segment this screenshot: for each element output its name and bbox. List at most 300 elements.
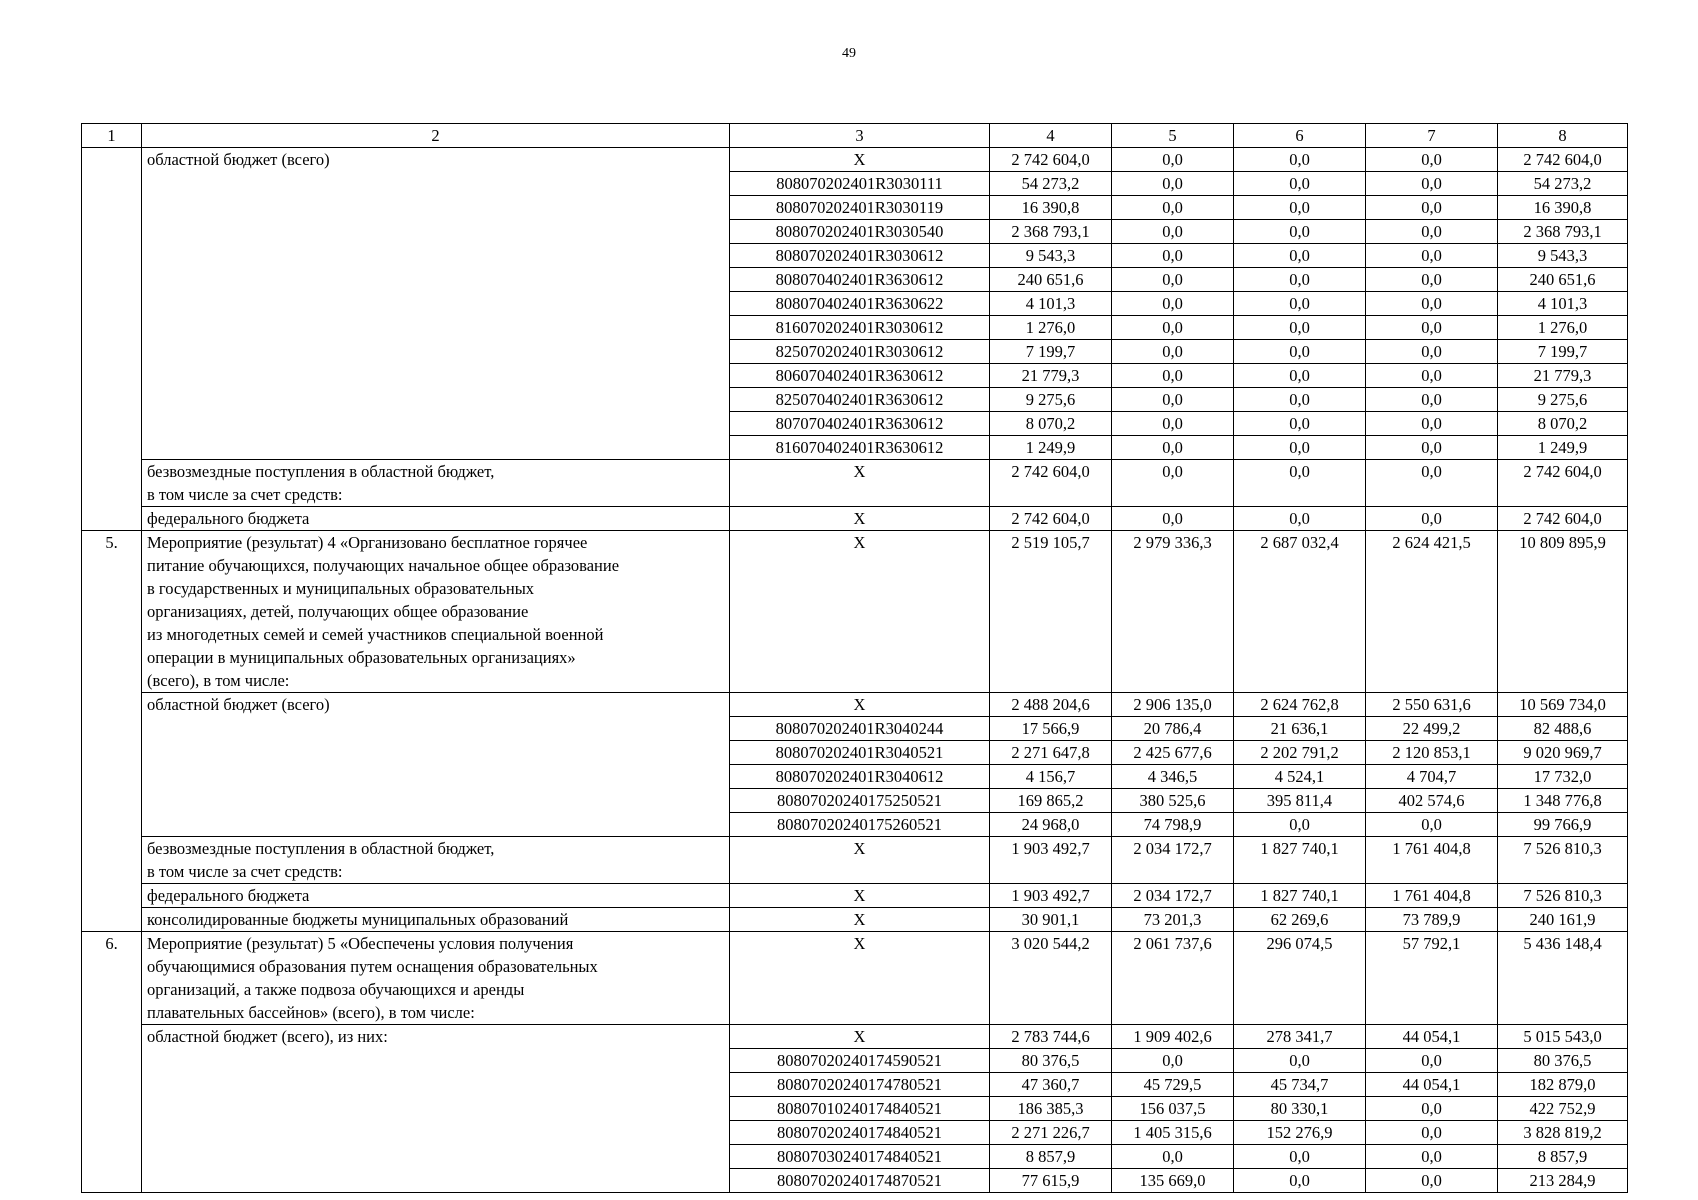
row-number-cell xyxy=(82,148,142,172)
table-row xyxy=(82,507,1628,531)
value-cell-col-4: 1 276,0 xyxy=(990,316,1112,340)
value-cell-col-4: 80 376,5 xyxy=(990,1049,1112,1073)
value-cell-col-8: 7 199,7 xyxy=(1498,340,1628,364)
value-cell-col-6: 0,0 xyxy=(1234,412,1366,436)
value-cell-col-5: 1 405 315,6 xyxy=(1112,1121,1234,1145)
value-cell-col-7: 0,0 xyxy=(1366,148,1498,172)
value-cell-col-4: 2 368 793,1 xyxy=(990,220,1112,244)
description-cell xyxy=(142,789,730,813)
description-cell: консолидированные бюджеты муниципальных образований xyxy=(142,908,730,932)
value-cell-col-7: 0,0 xyxy=(1366,196,1498,220)
table-row xyxy=(82,292,1628,316)
value-cell-col-5: 0,0 xyxy=(1112,364,1234,388)
value-cell-col-5: 2 034 172,7 xyxy=(1112,884,1234,908)
value-cell-col-4: 17 566,9 xyxy=(990,717,1112,741)
budget-code-cell: 80807020240174870521 xyxy=(730,1169,990,1193)
budget-code-cell: 808070402401R3630612 xyxy=(730,268,990,292)
description-cell: безвозмездные поступления в областной бюджет, в том числе за счет средств: xyxy=(142,460,730,507)
budget-code-cell: 808070202401R3030119 xyxy=(730,196,990,220)
value-cell-col-6: 0,0 xyxy=(1234,460,1366,507)
value-cell-col-6: 0,0 xyxy=(1234,1145,1366,1169)
value-cell-col-8: 16 390,8 xyxy=(1498,196,1628,220)
table-row xyxy=(82,340,1628,364)
value-cell-col-8: 10 809 895,9 xyxy=(1498,531,1628,693)
value-cell-col-4: 8 070,2 xyxy=(990,412,1112,436)
budget-code-cell: Х xyxy=(730,1025,990,1049)
column-header-7: 7 xyxy=(1366,124,1498,148)
value-cell-col-6: 152 276,9 xyxy=(1234,1121,1366,1145)
value-cell-col-6: 4 524,1 xyxy=(1234,765,1366,789)
value-cell-col-4: 9 275,6 xyxy=(990,388,1112,412)
table-row xyxy=(82,1097,1628,1121)
value-cell-col-4: 2 271 226,7 xyxy=(990,1121,1112,1145)
description-cell xyxy=(142,196,730,220)
value-cell-col-5: 74 798,9 xyxy=(1112,813,1234,837)
budget-code-cell: Х xyxy=(730,507,990,531)
table-row xyxy=(82,412,1628,436)
value-cell-col-5: 0,0 xyxy=(1112,1145,1234,1169)
row-number-cell xyxy=(82,292,142,316)
row-number-cell xyxy=(82,693,142,717)
value-cell-col-7: 2 624 421,5 xyxy=(1366,531,1498,693)
table-row xyxy=(82,268,1628,292)
budget-code-cell: Х xyxy=(730,531,990,693)
value-cell-col-5: 0,0 xyxy=(1112,172,1234,196)
value-cell-col-8: 2 368 793,1 xyxy=(1498,220,1628,244)
value-cell-col-6: 1 827 740,1 xyxy=(1234,884,1366,908)
value-cell-col-6: 80 330,1 xyxy=(1234,1097,1366,1121)
value-cell-col-4: 2 742 604,0 xyxy=(990,507,1112,531)
description-cell xyxy=(142,268,730,292)
value-cell-col-4: 2 488 204,6 xyxy=(990,693,1112,717)
table-row xyxy=(82,148,1628,172)
description-cell xyxy=(142,388,730,412)
value-cell-col-4: 2 271 647,8 xyxy=(990,741,1112,765)
value-cell-col-5: 0,0 xyxy=(1112,244,1234,268)
value-cell-col-7: 44 054,1 xyxy=(1366,1073,1498,1097)
table-row xyxy=(82,196,1628,220)
value-cell-col-8: 2 742 604,0 xyxy=(1498,507,1628,531)
description-cell: Мероприятие (результат) 5 «Обеспечены условия получения обучающимися образования путем оснащения образовательных организаций, а также подвоза обучающихся и аренды плавательных бассейнов» (всего), в том числе: xyxy=(142,932,730,1025)
value-cell-col-6: 395 811,4 xyxy=(1234,789,1366,813)
value-cell-col-8: 7 526 810,3 xyxy=(1498,884,1628,908)
table-row xyxy=(82,531,1628,693)
value-cell-col-7: 44 054,1 xyxy=(1366,1025,1498,1049)
value-cell-col-5: 1 909 402,6 xyxy=(1112,1025,1234,1049)
value-cell-col-8: 2 742 604,0 xyxy=(1498,460,1628,507)
value-cell-col-7: 402 574,6 xyxy=(1366,789,1498,813)
row-number-cell xyxy=(82,316,142,340)
description-cell: федерального бюджета xyxy=(142,507,730,531)
value-cell-col-7: 0,0 xyxy=(1366,292,1498,316)
value-cell-col-6: 0,0 xyxy=(1234,316,1366,340)
value-cell-col-6: 62 269,6 xyxy=(1234,908,1366,932)
value-cell-col-8: 4 101,3 xyxy=(1498,292,1628,316)
value-cell-col-6: 0,0 xyxy=(1234,388,1366,412)
description-cell xyxy=(142,172,730,196)
budget-code-cell: 808070202401R3030540 xyxy=(730,220,990,244)
value-cell-col-5: 2 034 172,7 xyxy=(1112,837,1234,884)
row-number-cell xyxy=(82,388,142,412)
budget-code-cell: 808070202401R3040244 xyxy=(730,717,990,741)
value-cell-col-8: 5 015 543,0 xyxy=(1498,1025,1628,1049)
table-row xyxy=(82,789,1628,813)
budget-code-cell: Х xyxy=(730,148,990,172)
value-cell-col-5: 2 979 336,3 xyxy=(1112,531,1234,693)
value-cell-col-5: 0,0 xyxy=(1112,1049,1234,1073)
value-cell-col-8: 54 273,2 xyxy=(1498,172,1628,196)
description-cell: безвозмездные поступления в областной бюджет, в том числе за счет средств: xyxy=(142,837,730,884)
row-number-cell xyxy=(82,765,142,789)
value-cell-col-4: 2 783 744,6 xyxy=(990,1025,1112,1049)
row-number-cell xyxy=(82,172,142,196)
value-cell-col-7: 0,0 xyxy=(1366,1097,1498,1121)
value-cell-col-5: 0,0 xyxy=(1112,316,1234,340)
budget-code-cell: Х xyxy=(730,932,990,1025)
description-cell xyxy=(142,316,730,340)
value-cell-col-7: 4 704,7 xyxy=(1366,765,1498,789)
value-cell-col-4: 1 903 492,7 xyxy=(990,837,1112,884)
budget-code-cell: 808070202401R3030612 xyxy=(730,244,990,268)
table-row xyxy=(82,1121,1628,1145)
row-number-cell xyxy=(82,220,142,244)
value-cell-col-8: 21 779,3 xyxy=(1498,364,1628,388)
row-number-cell xyxy=(82,364,142,388)
value-cell-col-4: 2 742 604,0 xyxy=(990,148,1112,172)
column-header-3: 3 xyxy=(730,124,990,148)
description-cell: федерального бюджета xyxy=(142,884,730,908)
budget-code-cell: Х xyxy=(730,908,990,932)
table-row xyxy=(82,908,1628,932)
value-cell-col-6: 0,0 xyxy=(1234,148,1366,172)
description-cell: областной бюджет (всего) xyxy=(142,148,730,172)
page-number: 49 xyxy=(842,46,856,61)
value-cell-col-6: 2 624 762,8 xyxy=(1234,693,1366,717)
row-number-cell xyxy=(82,1073,142,1097)
value-cell-col-5: 0,0 xyxy=(1112,292,1234,316)
value-cell-col-5: 0,0 xyxy=(1112,436,1234,460)
value-cell-col-4: 4 101,3 xyxy=(990,292,1112,316)
value-cell-col-5: 0,0 xyxy=(1112,412,1234,436)
value-cell-col-6: 2 687 032,4 xyxy=(1234,531,1366,693)
row-number-cell xyxy=(82,1169,142,1193)
value-cell-col-5: 4 346,5 xyxy=(1112,765,1234,789)
value-cell-col-4: 7 199,7 xyxy=(990,340,1112,364)
description-cell xyxy=(142,741,730,765)
budget-code-cell: 80807010240174840521 xyxy=(730,1097,990,1121)
value-cell-col-7: 2 120 853,1 xyxy=(1366,741,1498,765)
value-cell-col-5: 0,0 xyxy=(1112,196,1234,220)
budget-code-cell: 816070402401R3630612 xyxy=(730,436,990,460)
value-cell-col-5: 0,0 xyxy=(1112,220,1234,244)
value-cell-col-6: 296 074,5 xyxy=(1234,932,1366,1025)
value-cell-col-7: 0,0 xyxy=(1366,316,1498,340)
value-cell-col-8: 9 543,3 xyxy=(1498,244,1628,268)
value-cell-col-7: 57 792,1 xyxy=(1366,932,1498,1025)
table-row xyxy=(82,220,1628,244)
value-cell-col-7: 0,0 xyxy=(1366,436,1498,460)
value-cell-col-7: 0,0 xyxy=(1366,1049,1498,1073)
value-cell-col-5: 0,0 xyxy=(1112,460,1234,507)
value-cell-col-5: 0,0 xyxy=(1112,507,1234,531)
table-row xyxy=(82,765,1628,789)
value-cell-col-6: 0,0 xyxy=(1234,364,1366,388)
value-cell-col-6: 0,0 xyxy=(1234,1169,1366,1193)
value-cell-col-7: 22 499,2 xyxy=(1366,717,1498,741)
table-row xyxy=(82,1145,1628,1169)
value-cell-col-6: 45 734,7 xyxy=(1234,1073,1366,1097)
budget-code-cell: 808070202401R3040521 xyxy=(730,741,990,765)
value-cell-col-7: 0,0 xyxy=(1366,1169,1498,1193)
budget-code-cell: Х xyxy=(730,460,990,507)
description-cell xyxy=(142,717,730,741)
value-cell-col-6: 0,0 xyxy=(1234,340,1366,364)
value-cell-col-8: 82 488,6 xyxy=(1498,717,1628,741)
value-cell-col-5: 20 786,4 xyxy=(1112,717,1234,741)
value-cell-col-4: 240 651,6 xyxy=(990,268,1112,292)
table-row xyxy=(82,1049,1628,1073)
description-cell xyxy=(142,436,730,460)
budget-code-cell: 816070202401R3030612 xyxy=(730,316,990,340)
description-cell xyxy=(142,244,730,268)
row-number-cell xyxy=(82,908,142,932)
value-cell-col-4: 8 857,9 xyxy=(990,1145,1112,1169)
value-cell-col-6: 0,0 xyxy=(1234,244,1366,268)
value-cell-col-6: 0,0 xyxy=(1234,436,1366,460)
value-cell-col-7: 0,0 xyxy=(1366,813,1498,837)
description-cell xyxy=(142,813,730,837)
value-cell-col-5: 156 037,5 xyxy=(1112,1097,1234,1121)
budget-code-cell: 80807020240174840521 xyxy=(730,1121,990,1145)
budget-code-cell: 80807020240175260521 xyxy=(730,813,990,837)
value-cell-col-8: 240 651,6 xyxy=(1498,268,1628,292)
value-cell-col-7: 0,0 xyxy=(1366,1145,1498,1169)
value-cell-col-8: 1 348 776,8 xyxy=(1498,789,1628,813)
description-cell xyxy=(142,1169,730,1193)
value-cell-col-5: 0,0 xyxy=(1112,340,1234,364)
value-cell-col-4: 4 156,7 xyxy=(990,765,1112,789)
value-cell-col-6: 0,0 xyxy=(1234,507,1366,531)
value-cell-col-6: 2 202 791,2 xyxy=(1234,741,1366,765)
value-cell-col-5: 2 061 737,6 xyxy=(1112,932,1234,1025)
value-cell-col-7: 0,0 xyxy=(1366,388,1498,412)
table-row xyxy=(82,460,1628,507)
row-number-cell xyxy=(82,837,142,884)
table-row xyxy=(82,244,1628,268)
budget-code-cell: 808070202401R3040612 xyxy=(730,765,990,789)
value-cell-col-6: 0,0 xyxy=(1234,172,1366,196)
description-cell xyxy=(142,292,730,316)
row-number-cell xyxy=(82,1097,142,1121)
value-cell-col-4: 21 779,3 xyxy=(990,364,1112,388)
budget-code-cell: 80807020240174780521 xyxy=(730,1073,990,1097)
description-cell xyxy=(142,1145,730,1169)
description-cell: областной бюджет (всего) xyxy=(142,693,730,717)
column-header-5: 5 xyxy=(1112,124,1234,148)
value-cell-col-7: 2 550 631,6 xyxy=(1366,693,1498,717)
value-cell-col-4: 3 020 544,2 xyxy=(990,932,1112,1025)
value-cell-col-8: 9 275,6 xyxy=(1498,388,1628,412)
value-cell-col-6: 0,0 xyxy=(1234,292,1366,316)
table-row xyxy=(82,316,1628,340)
description-cell xyxy=(142,1121,730,1145)
row-number-cell xyxy=(82,412,142,436)
description-cell xyxy=(142,1097,730,1121)
table-row xyxy=(82,884,1628,908)
value-cell-col-8: 182 879,0 xyxy=(1498,1073,1628,1097)
value-cell-col-5: 73 201,3 xyxy=(1112,908,1234,932)
value-cell-col-5: 380 525,6 xyxy=(1112,789,1234,813)
column-header-8: 8 xyxy=(1498,124,1628,148)
value-cell-col-6: 0,0 xyxy=(1234,220,1366,244)
description-cell xyxy=(142,364,730,388)
value-cell-col-8: 3 828 819,2 xyxy=(1498,1121,1628,1145)
table-row xyxy=(82,813,1628,837)
value-cell-col-4: 1 249,9 xyxy=(990,436,1112,460)
value-cell-col-7: 1 761 404,8 xyxy=(1366,837,1498,884)
description-cell xyxy=(142,340,730,364)
table-row xyxy=(82,837,1628,884)
row-number-cell xyxy=(82,196,142,220)
table-row xyxy=(82,172,1628,196)
value-cell-col-7: 0,0 xyxy=(1366,220,1498,244)
row-number-cell xyxy=(82,268,142,292)
value-cell-col-8: 5 436 148,4 xyxy=(1498,932,1628,1025)
table-row xyxy=(82,693,1628,717)
column-header-1: 1 xyxy=(82,124,142,148)
value-cell-col-6: 1 827 740,1 xyxy=(1234,837,1366,884)
row-number-cell xyxy=(82,741,142,765)
value-cell-col-7: 73 789,9 xyxy=(1366,908,1498,932)
value-cell-col-4: 30 901,1 xyxy=(990,908,1112,932)
row-number-cell xyxy=(82,507,142,531)
value-cell-col-6: 0,0 xyxy=(1234,268,1366,292)
table-row xyxy=(82,1025,1628,1049)
column-header-2: 2 xyxy=(142,124,730,148)
value-cell-col-8: 8 070,2 xyxy=(1498,412,1628,436)
budget-code-cell: 80807030240174840521 xyxy=(730,1145,990,1169)
value-cell-col-7: 0,0 xyxy=(1366,268,1498,292)
value-cell-col-6: 0,0 xyxy=(1234,196,1366,220)
table-row xyxy=(82,932,1628,1025)
value-cell-col-4: 47 360,7 xyxy=(990,1073,1112,1097)
budget-code-cell: 808070402401R3630622 xyxy=(730,292,990,316)
table-row xyxy=(82,1073,1628,1097)
column-number-row xyxy=(82,124,1628,148)
row-number-cell xyxy=(82,717,142,741)
value-cell-col-6: 278 341,7 xyxy=(1234,1025,1366,1049)
budget-code-cell: Х xyxy=(730,884,990,908)
value-cell-col-5: 0,0 xyxy=(1112,148,1234,172)
row-number-cell xyxy=(82,436,142,460)
value-cell-col-4: 24 968,0 xyxy=(990,813,1112,837)
value-cell-col-8: 8 857,9 xyxy=(1498,1145,1628,1169)
row-number-cell: 6. xyxy=(82,932,142,1025)
description-cell xyxy=(142,1073,730,1097)
budget-code-cell: 807070402401R3630612 xyxy=(730,412,990,436)
value-cell-col-4: 2 519 105,7 xyxy=(990,531,1112,693)
value-cell-col-6: 21 636,1 xyxy=(1234,717,1366,741)
budget-code-cell: 80807020240175250521 xyxy=(730,789,990,813)
value-cell-col-8: 1 249,9 xyxy=(1498,436,1628,460)
table-row xyxy=(82,364,1628,388)
description-cell: областной бюджет (всего), из них: xyxy=(142,1025,730,1049)
value-cell-col-8: 422 752,9 xyxy=(1498,1097,1628,1121)
value-cell-col-8: 9 020 969,7 xyxy=(1498,741,1628,765)
row-number-cell xyxy=(82,789,142,813)
value-cell-col-4: 2 742 604,0 xyxy=(990,460,1112,507)
value-cell-col-8: 213 284,9 xyxy=(1498,1169,1628,1193)
value-cell-col-7: 0,0 xyxy=(1366,507,1498,531)
description-cell xyxy=(142,412,730,436)
value-cell-col-5: 135 669,0 xyxy=(1112,1169,1234,1193)
table-row xyxy=(82,436,1628,460)
budget-code-cell: 808070202401R3030111 xyxy=(730,172,990,196)
budget-code-cell: 80807020240174590521 xyxy=(730,1049,990,1073)
budget-code-cell: 825070402401R3630612 xyxy=(730,388,990,412)
table-row xyxy=(82,741,1628,765)
value-cell-col-4: 16 390,8 xyxy=(990,196,1112,220)
row-number-cell xyxy=(82,244,142,268)
budget-code-cell: 825070202401R3030612 xyxy=(730,340,990,364)
budget-table xyxy=(81,123,1628,1193)
table-row xyxy=(82,1169,1628,1193)
value-cell-col-6: 0,0 xyxy=(1234,813,1366,837)
value-cell-col-7: 0,0 xyxy=(1366,460,1498,507)
row-number-cell xyxy=(82,460,142,507)
value-cell-col-4: 186 385,3 xyxy=(990,1097,1112,1121)
table-row xyxy=(82,388,1628,412)
value-cell-col-7: 0,0 xyxy=(1366,1121,1498,1145)
value-cell-col-7: 0,0 xyxy=(1366,340,1498,364)
value-cell-col-8: 7 526 810,3 xyxy=(1498,837,1628,884)
description-cell xyxy=(142,765,730,789)
row-number-cell xyxy=(82,1145,142,1169)
value-cell-col-4: 9 543,3 xyxy=(990,244,1112,268)
value-cell-col-8: 17 732,0 xyxy=(1498,765,1628,789)
value-cell-col-5: 2 906 135,0 xyxy=(1112,693,1234,717)
value-cell-col-4: 54 273,2 xyxy=(990,172,1112,196)
column-header-6: 6 xyxy=(1234,124,1366,148)
row-number-cell: 5. xyxy=(82,531,142,693)
value-cell-col-8: 240 161,9 xyxy=(1498,908,1628,932)
value-cell-col-4: 77 615,9 xyxy=(990,1169,1112,1193)
budget-code-cell: Х xyxy=(730,693,990,717)
value-cell-col-4: 169 865,2 xyxy=(990,789,1112,813)
value-cell-col-7: 0,0 xyxy=(1366,244,1498,268)
value-cell-col-8: 99 766,9 xyxy=(1498,813,1628,837)
value-cell-col-8: 10 569 734,0 xyxy=(1498,693,1628,717)
table-row xyxy=(82,717,1628,741)
value-cell-col-7: 0,0 xyxy=(1366,172,1498,196)
row-number-cell xyxy=(82,1049,142,1073)
value-cell-col-7: 0,0 xyxy=(1366,364,1498,388)
row-number-cell xyxy=(82,884,142,908)
description-cell xyxy=(142,1049,730,1073)
table-body xyxy=(82,148,1628,1193)
row-number-cell xyxy=(82,340,142,364)
value-cell-col-4: 1 903 492,7 xyxy=(990,884,1112,908)
row-number-cell xyxy=(82,1121,142,1145)
description-cell: Мероприятие (результат) 4 «Организовано бесплатное горячее питание обучающихся, получающих начальное общее образование в государственных и муниципальных образовательных организациях, детей, получающих общее образование из многодетных семей и семей участников специальной военной операции в муниципальных образовательных организациях» (всего), в том числе: xyxy=(142,531,730,693)
value-cell-col-5: 0,0 xyxy=(1112,388,1234,412)
value-cell-col-7: 1 761 404,8 xyxy=(1366,884,1498,908)
budget-code-cell: Х xyxy=(730,837,990,884)
description-cell xyxy=(142,220,730,244)
value-cell-col-8: 1 276,0 xyxy=(1498,316,1628,340)
value-cell-col-7: 0,0 xyxy=(1366,412,1498,436)
row-number-cell xyxy=(82,813,142,837)
